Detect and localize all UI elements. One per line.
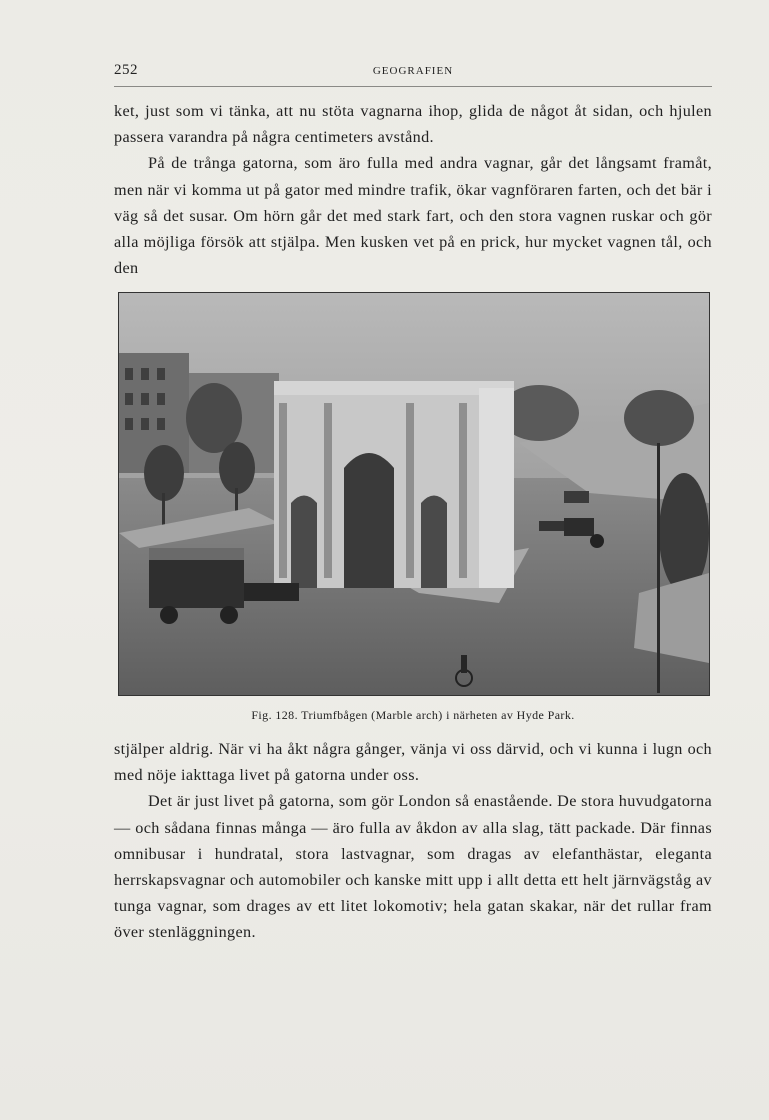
running-title: GEOGRAFIEN — [372, 65, 454, 77]
paragraph: ket, just som vi tänka, att nu stöta vagnarna ihop, glida de något åt sidan, och hjulen passera varandra på några centimeters avstånd. — [114, 102, 712, 147]
arch — [274, 381, 514, 588]
paragraph: På de trånga gatorna, som äro fulla med andra vagnar, går det långsamt framåt, men när vi komma ut på gator med mindre trafik, ökar vagnföraren farten, och det bär i väg så det susar. Om hörn går det med stark fart, och den stora vagnen ruskar och gör alla möjliga försök att stjälpa. Men kusken vet på en prick, hur mycket vagnen tål, och den — [114, 154, 712, 278]
page-header — [114, 62, 712, 87]
figure-caption: Fig. 128. Triumfbågen (Marble arch) i närheten av Hyde Park. — [251, 708, 575, 722]
body-text-top — [114, 98, 712, 281]
body-text-bottom — [114, 736, 712, 946]
paragraph: stjälper aldrig. När vi ha åkt några gånger, vänja vi oss därvid, och vi kunna i lugn och med nöje iakttaga livet på gatorna under oss. — [114, 740, 712, 785]
paragraph: Det är just livet på gatorna, som gör London så enastående. De stora huvudgatorna — och sådana finnas många — äro fulla av åkdon av alla slag, tätt packade. Där finnas omnibusar i hundratal, stora lastvagnar, som dragas av elefanthästar, eleganta herrskapsvagnar och automobiler och kanske mitt upp i allt detta ett helt järnvägståg av tunga vagnar, som drages av ett litet lokomotiv; hela gatan skakar, när det rullar fram över stenläggningen. — [114, 792, 712, 942]
page-number: 252 — [114, 62, 138, 78]
photo-marble-arch — [118, 292, 710, 696]
